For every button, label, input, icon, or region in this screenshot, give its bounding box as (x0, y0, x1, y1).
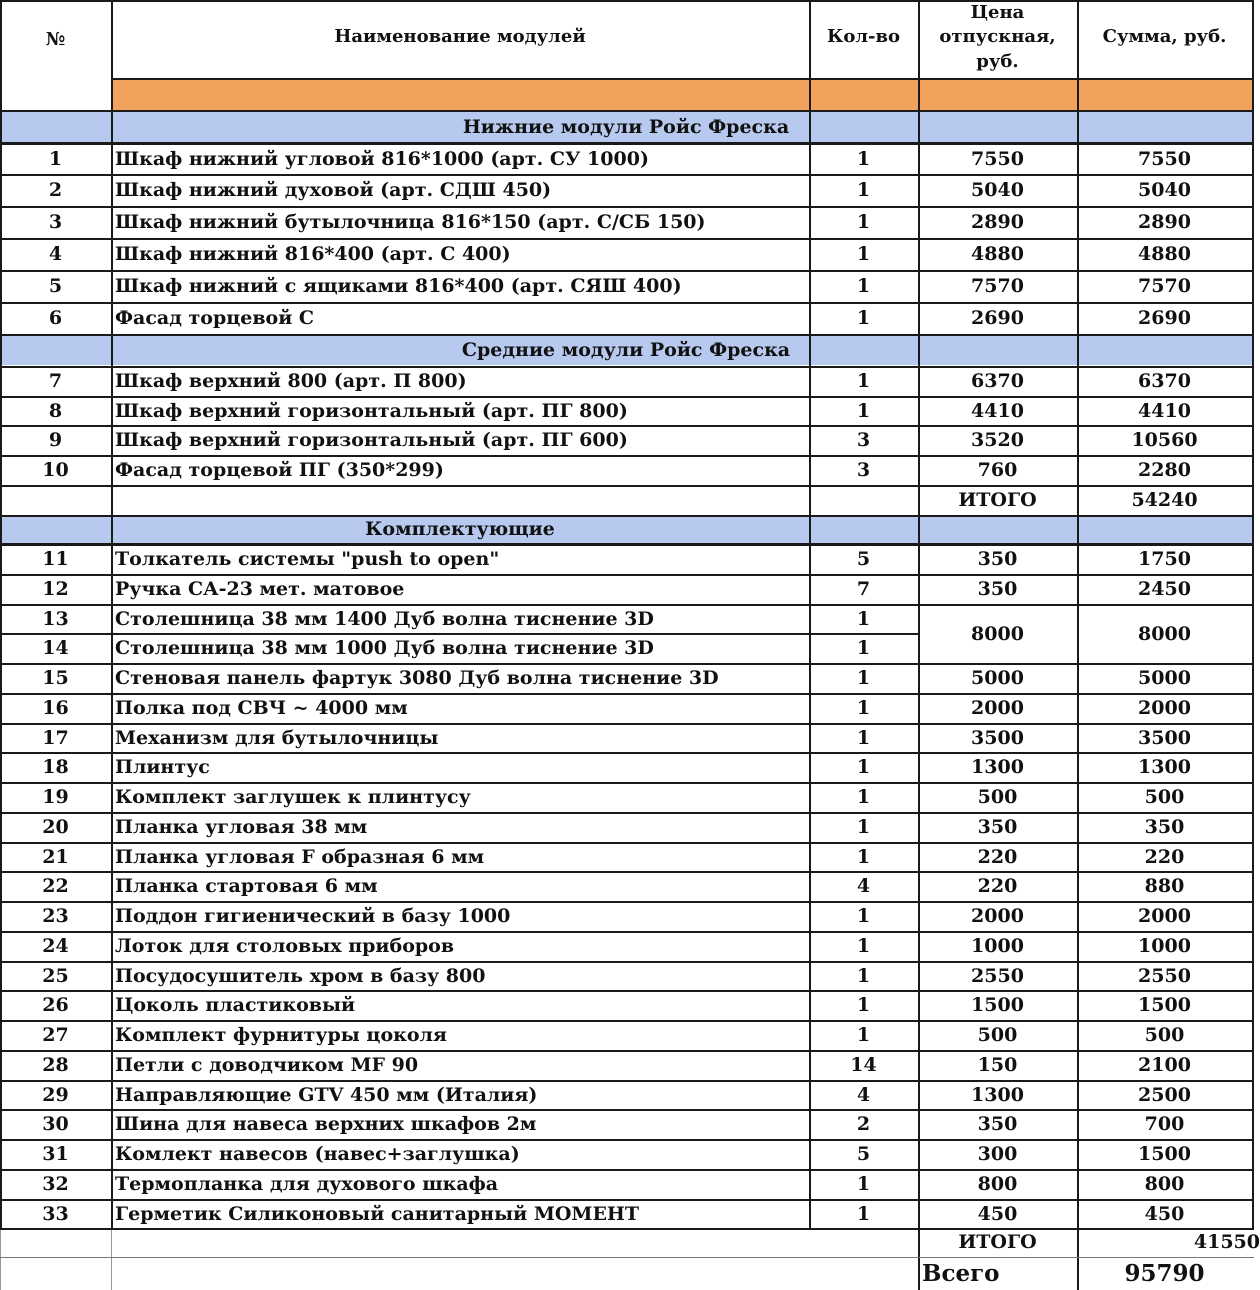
row-name: Шкаф нижний бутылочница 816*150 (арт. С/СБ 150) (115, 211, 706, 233)
row-name: Шкаф верхний горизонтальный (арт. ПГ 800) (115, 399, 628, 422)
grid-line (0, 782, 1254, 784)
grid-line (0, 693, 1254, 695)
row-name: Стеновая панель фартук 3080 Дуб волна тиснение 3D (115, 667, 719, 689)
grid-line (0, 1080, 1254, 1082)
row-qty: 1 (856, 211, 871, 233)
row-sum: 450 (1144, 1202, 1185, 1225)
grid-line (0, 0, 1254, 2)
grid-line (0, 174, 1254, 176)
row-name: Плинтус (115, 756, 210, 778)
row-sum: 500 (1144, 786, 1185, 808)
row-sum: 2500 (1138, 1083, 1191, 1106)
grid-line (809, 0, 811, 1230)
grid-line (1077, 1228, 1079, 1290)
header-qty: Кол-во (826, 26, 901, 48)
row-sum: 2690 (1138, 307, 1191, 329)
row-price: 3520 (971, 429, 1024, 451)
grid-line (0, 1228, 1, 1290)
grid-line (0, 366, 1254, 368)
row-number: 8 (48, 399, 63, 422)
row-qty: 1 (856, 1024, 871, 1046)
row-name: Комплект фурнитуры цоколя (115, 1024, 447, 1046)
row-number: 11 (42, 548, 69, 570)
row-number: 16 (42, 697, 69, 719)
row-qty: 1 (856, 243, 871, 265)
row-price: 2000 (971, 905, 1024, 927)
row-number: 12 (42, 578, 69, 600)
row-number: 7 (48, 370, 63, 392)
row-price: 1300 (971, 756, 1024, 778)
row-price: 760 (977, 459, 1018, 481)
row-sum: 5040 (1138, 179, 1191, 201)
row-name: Направляющие GTV 450 мм (Италия) (115, 1083, 538, 1106)
grid-line (0, 270, 1254, 272)
row-name: Комплект заглушек к плинтусу (115, 786, 471, 808)
grid-line (0, 961, 1254, 963)
row-price: 800 (977, 1173, 1018, 1195)
grid-line (0, 1199, 1254, 1201)
grid-line (0, 1050, 1254, 1052)
row-sum: 10560 (1131, 429, 1198, 451)
row-name: Полка под СВЧ ~ 4000 мм (115, 697, 408, 719)
row-name: Шкаф нижний с ящиками 816*400 (арт. СЯШ 400) (115, 275, 682, 297)
row-price: 2690 (971, 307, 1024, 329)
row-qty: 1 (856, 637, 871, 659)
row-number: 22 (42, 875, 69, 897)
grid-line (1077, 0, 1079, 1230)
row-qty: 1 (856, 786, 871, 808)
grid-line (0, 574, 1254, 576)
row-sum: 1000 (1138, 935, 1191, 957)
row-sum: 2450 (1138, 578, 1191, 600)
row-qty: 1 (856, 964, 871, 987)
row-qty: 5 (856, 1143, 871, 1165)
row-sum: 880 (1144, 875, 1185, 897)
row-number: 21 (42, 845, 69, 868)
row-qty: 1 (856, 935, 871, 957)
row-qty: 2 (856, 1113, 871, 1135)
row-price: 350 (977, 816, 1018, 838)
grid-line (0, 1139, 1254, 1141)
grid-line (0, 1020, 1254, 1022)
row-qty: 1 (856, 994, 871, 1016)
row-sum: 2550 (1138, 964, 1191, 987)
row-qty: 1 (856, 399, 871, 422)
row-qty: 3 (856, 429, 871, 451)
grid-line (0, 604, 1254, 606)
section-lower: Нижние модули Ройс Фреска (0, 112, 1252, 142)
row-sum: 7550 (1138, 147, 1191, 170)
grid-line (0, 110, 1254, 112)
grid-line (0, 206, 1254, 208)
parts-total-value: 41550 (1193, 1231, 1260, 1253)
row-price: 300 (977, 1143, 1018, 1165)
row-sum: 1500 (1138, 994, 1191, 1016)
parts-total-label: ИТОГО (958, 1231, 1037, 1253)
row-sum: 2000 (1138, 697, 1191, 719)
row-qty: 1 (856, 816, 871, 838)
row-number: 3 (48, 211, 63, 233)
row-number: 14 (42, 637, 69, 659)
row-sum: 2280 (1138, 459, 1191, 481)
row-qty: 3 (856, 459, 871, 481)
row-price: 8000 (971, 622, 1024, 645)
row-name: Столешница 38 мм 1000 Дуб волна тиснение 3D (115, 637, 654, 659)
row-name: Комлект навесов (навес+заглушка) (115, 1143, 520, 1165)
row-name: Лоток для столовых приборов (115, 935, 455, 957)
row-name: Планка стартовая 6 мм (115, 875, 378, 897)
row-name: Шкаф нижний угловой 816*1000 (арт. СУ 1000) (115, 147, 649, 170)
row-name: Толкатель системы "push to open" (115, 548, 500, 570)
row-name: Шкаф нижний 816*400 (арт. С 400) (115, 243, 511, 265)
row-price: 2000 (971, 697, 1024, 719)
row-qty: 14 (850, 1054, 877, 1076)
row-name: Посудосушитель хром в базу 800 (115, 964, 486, 987)
row-name: Шкаф нижний духовой (арт. СДШ 450) (115, 179, 552, 201)
grid-line (0, 334, 1254, 336)
row-price: 7570 (971, 275, 1024, 297)
grid-line (0, 238, 1254, 240)
row-price: 4880 (971, 243, 1024, 265)
row-name: Фасад торцевой ПГ (350*299) (115, 459, 444, 481)
section-middle: Средние модули Ройс Фреска (0, 335, 1252, 365)
row-name: Планка угловая F образная 6 мм (115, 845, 485, 868)
row-number: 33 (42, 1202, 69, 1225)
row-qty: 1 (856, 726, 871, 749)
row-name: Поддон гигиенический в базу 1000 (115, 905, 511, 927)
row-number: 25 (42, 964, 69, 987)
row-price: 220 (977, 845, 1018, 868)
modules-total-label: ИТОГО (958, 489, 1037, 511)
grid-line (0, 842, 1254, 844)
row-number: 26 (42, 994, 69, 1016)
row-sum: 800 (1144, 1173, 1185, 1195)
grid-line (0, 633, 918, 635)
row-sum: 2100 (1138, 1054, 1191, 1076)
row-sum: 500 (1144, 1024, 1185, 1046)
row-price: 350 (977, 1113, 1018, 1135)
row-number: 24 (42, 935, 69, 957)
grid-line (0, 931, 1254, 933)
row-number: 1 (48, 147, 63, 170)
row-qty: 5 (856, 548, 871, 570)
grid-line (0, 663, 1254, 665)
row-price: 4410 (971, 399, 1024, 422)
row-price: 350 (977, 548, 1018, 570)
row-sum: 1500 (1138, 1143, 1191, 1165)
row-qty: 1 (856, 275, 871, 297)
row-number: 28 (42, 1054, 69, 1076)
row-number: 6 (48, 307, 63, 329)
row-number: 20 (42, 816, 69, 838)
row-qty: 1 (856, 667, 871, 689)
header-sum: Сумма, руб. (1102, 26, 1227, 48)
row-qty: 1 (856, 179, 871, 201)
row-qty: 1 (856, 697, 871, 719)
row-qty: 1 (856, 607, 871, 630)
header-price: Цена отпускная, руб. (939, 2, 1056, 72)
row-number: 31 (42, 1143, 69, 1165)
grid-line (0, 515, 1254, 517)
row-price: 6370 (971, 370, 1024, 392)
row-price: 1500 (971, 994, 1024, 1016)
row-sum: 4880 (1138, 243, 1191, 265)
grid-line (0, 455, 1254, 457)
row-number: 27 (42, 1024, 69, 1046)
grid-line (918, 0, 920, 1230)
row-sum: 350 (1144, 816, 1185, 838)
row-number: 13 (42, 607, 69, 630)
row-price: 5000 (971, 667, 1024, 689)
grid-line (0, 0, 2, 1230)
grid-line (111, 0, 113, 1230)
grid-line (0, 1169, 1254, 1171)
grid-line (111, 1228, 112, 1290)
grid-line (0, 990, 1254, 992)
row-name: Ручка СА-23 мет. матовое (115, 578, 405, 600)
row-name: Цоколь пластиковый (115, 994, 356, 1016)
row-number: 9 (48, 429, 63, 451)
row-name: Шина для навеса верхних шкафов 2м (115, 1113, 537, 1135)
row-number: 2 (48, 179, 63, 201)
header-name: Наименование модулей (334, 26, 586, 48)
row-number: 5 (48, 275, 63, 297)
row-number: 32 (42, 1173, 69, 1195)
grid-line (1252, 0, 1254, 1230)
row-name: Шкаф верхний 800 (арт. П 800) (115, 370, 467, 392)
grid-line (0, 723, 1254, 725)
row-sum: 700 (1144, 1113, 1185, 1135)
grand-total-value: 95790 (1124, 1260, 1205, 1287)
row-sum: 1300 (1138, 756, 1191, 778)
row-price: 500 (977, 1024, 1018, 1046)
row-name: Механизм для бутылочницы (115, 726, 439, 749)
row-price: 3500 (971, 726, 1024, 749)
grid-line (0, 1109, 1254, 1111)
row-price: 450 (977, 1202, 1018, 1225)
row-number: 15 (42, 667, 69, 689)
row-number: 23 (42, 905, 69, 927)
row-sum: 2000 (1138, 905, 1191, 927)
row-sum: 5000 (1138, 667, 1191, 689)
grid-line (0, 871, 1254, 873)
grid-line (0, 901, 1254, 903)
row-number: 30 (42, 1113, 69, 1135)
row-number: 18 (42, 756, 69, 778)
row-name: Петли с доводчиком MF 90 (115, 1054, 419, 1076)
orange-band (111, 80, 1252, 110)
row-price: 150 (977, 1054, 1018, 1076)
grid-line (0, 425, 1254, 427)
grid-line (0, 1228, 1254, 1230)
row-sum: 220 (1144, 845, 1185, 868)
section-parts: Комплектующие (111, 515, 809, 543)
grid-line (0, 1257, 1254, 1258)
row-qty: 1 (856, 370, 871, 392)
row-sum: 3500 (1138, 726, 1191, 749)
row-price: 500 (977, 786, 1018, 808)
grid-line (0, 396, 1254, 398)
row-sum: 6370 (1138, 370, 1191, 392)
row-price: 220 (977, 875, 1018, 897)
row-name: Шкаф верхний горизонтальный (арт. ПГ 600) (115, 429, 628, 451)
row-qty: 1 (856, 845, 871, 868)
row-qty: 4 (856, 1083, 871, 1106)
row-price: 1000 (971, 935, 1024, 957)
row-number: 29 (42, 1083, 69, 1106)
row-qty: 1 (856, 147, 871, 170)
row-sum: 4410 (1138, 399, 1191, 422)
grid-line (0, 302, 1254, 304)
row-name: Планка угловая 38 мм (115, 816, 368, 838)
grid-line (0, 812, 1254, 814)
row-name: Фасад торцевой С (115, 307, 315, 329)
header-number: № (45, 28, 66, 50)
row-price: 350 (977, 578, 1018, 600)
row-qty: 1 (856, 756, 871, 778)
grand-total-label: Всего (922, 1260, 1000, 1287)
grid-line (0, 143, 1254, 145)
row-sum: 1750 (1138, 548, 1191, 570)
row-price: 5040 (971, 179, 1024, 201)
row-number: 17 (42, 726, 69, 749)
row-name: Термопланка для духового шкафа (115, 1173, 499, 1195)
row-number: 10 (42, 459, 69, 481)
row-price: 2550 (971, 964, 1024, 987)
row-price: 7550 (971, 147, 1024, 170)
modules-total-value: 54240 (1131, 489, 1198, 511)
row-qty: 1 (856, 307, 871, 329)
row-price: 2890 (971, 211, 1024, 233)
grid-line (111, 78, 1254, 80)
row-number: 19 (42, 786, 69, 808)
row-qty: 1 (856, 905, 871, 927)
row-name: Герметик Силиконовый санитарный МОМЕНТ (115, 1202, 640, 1225)
grid-line (918, 1228, 920, 1290)
row-sum: 8000 (1138, 622, 1191, 645)
row-sum: 2890 (1138, 211, 1191, 233)
grid-line (0, 752, 1254, 754)
row-qty: 1 (856, 1202, 871, 1225)
row-qty: 1 (856, 1173, 871, 1195)
grid-line (0, 544, 1254, 546)
row-sum: 7570 (1138, 275, 1191, 297)
row-qty: 4 (856, 875, 871, 897)
row-price: 1300 (971, 1083, 1024, 1106)
row-number: 4 (48, 243, 63, 265)
grid-line (0, 485, 1254, 487)
row-name: Столешница 38 мм 1400 Дуб волна тиснение 3D (115, 607, 654, 630)
row-qty: 7 (856, 578, 871, 600)
